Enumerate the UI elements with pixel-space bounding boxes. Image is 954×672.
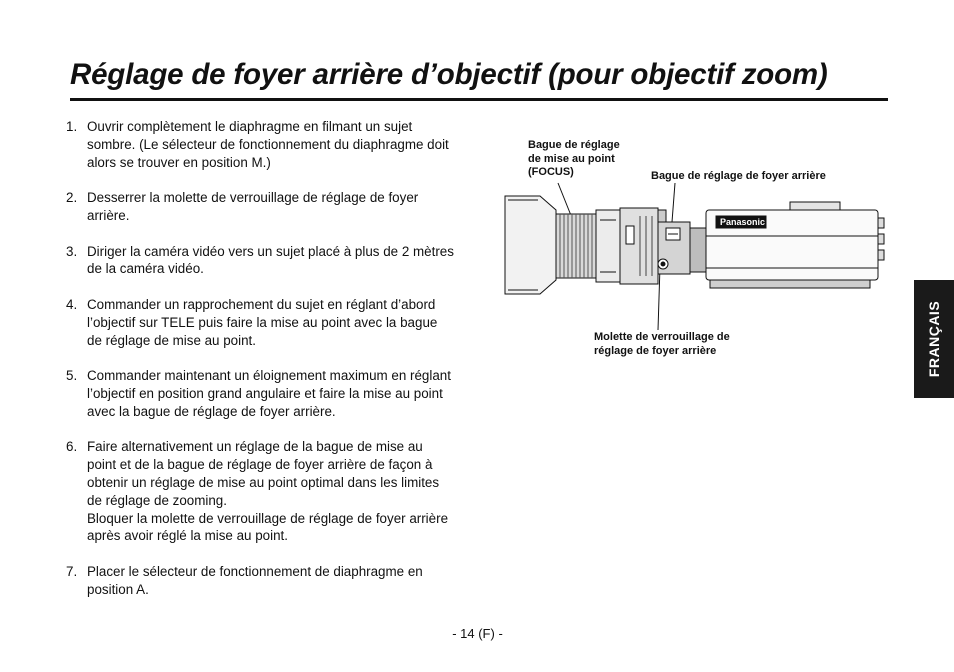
step-text: Ouvrir complètement le diaphragme en filmant un sujet sombre. (Le sélecteur de fonctionnement du diaphragme doit alors se trouver en position M.) bbox=[87, 119, 449, 170]
step-text: Bloquer la molette de verrouillage de réglage de foyer arrière après avoir réglé la mise au point. bbox=[87, 510, 449, 544]
language-tab-label: FRANÇAIS bbox=[926, 300, 942, 378]
brand-logo: Panasonic bbox=[720, 217, 766, 227]
step-number: 4. bbox=[66, 296, 78, 312]
step-text: Faire alternativement un réglage de la bague de mise au point et de la bague de réglage de foyer arrière de façon à obtenir un réglage de mise au point optimal dans les limites de réglage de zooming. bbox=[87, 439, 440, 508]
back-focus-ring-label: Bague de réglage de foyer arrière bbox=[651, 170, 826, 182]
step-number: 6. bbox=[66, 439, 78, 455]
list-item bbox=[66, 563, 454, 599]
lock-knob-label: Molette de verrouillage de réglage de foyer arrière bbox=[594, 331, 730, 357]
list-item bbox=[66, 438, 454, 545]
step-number: 2. bbox=[66, 190, 78, 206]
step-number: 3. bbox=[66, 243, 78, 259]
page-title: Réglage de foyer arrière d’objectif (pour objectif zoom) bbox=[70, 58, 828, 91]
page-number: - 14 (F) - bbox=[452, 626, 503, 641]
list-item bbox=[66, 367, 454, 420]
focus-ring-label: Bague de réglage de mise au point (FOCUS) bbox=[528, 139, 620, 178]
step-text: Placer le sélecteur de fonctionnement de diaphragme en position A. bbox=[87, 563, 423, 597]
step-number: 7. bbox=[66, 563, 78, 579]
instruction-list bbox=[66, 118, 454, 616]
step-text: Commander un rapprochement du sujet en réglant d’abord l’objectif sur TELE puis faire la mise au point avec la bague de réglage de mise au point. bbox=[87, 296, 438, 348]
camera-lens-diagram bbox=[500, 180, 890, 340]
list-item bbox=[66, 189, 454, 225]
title-underline bbox=[70, 98, 888, 101]
list-item bbox=[66, 243, 454, 279]
step-text: Commander maintenant un éloignement maximum en réglant l’objectif en position grand angulaire et faire la mise au point avec la bague de réglage de foyer arrière. bbox=[87, 368, 451, 419]
step-number: 5. bbox=[66, 368, 78, 384]
step-text: Desserrer la molette de verrouillage de réglage de foyer arrière. bbox=[87, 190, 419, 223]
list-item bbox=[66, 118, 454, 171]
step-text: Diriger la caméra vidéo vers un sujet placé à plus de 2 mètres de la caméra vidéo. bbox=[87, 243, 454, 277]
step-number: 1. bbox=[66, 119, 78, 134]
language-tab bbox=[914, 280, 954, 398]
list-item bbox=[66, 296, 454, 349]
